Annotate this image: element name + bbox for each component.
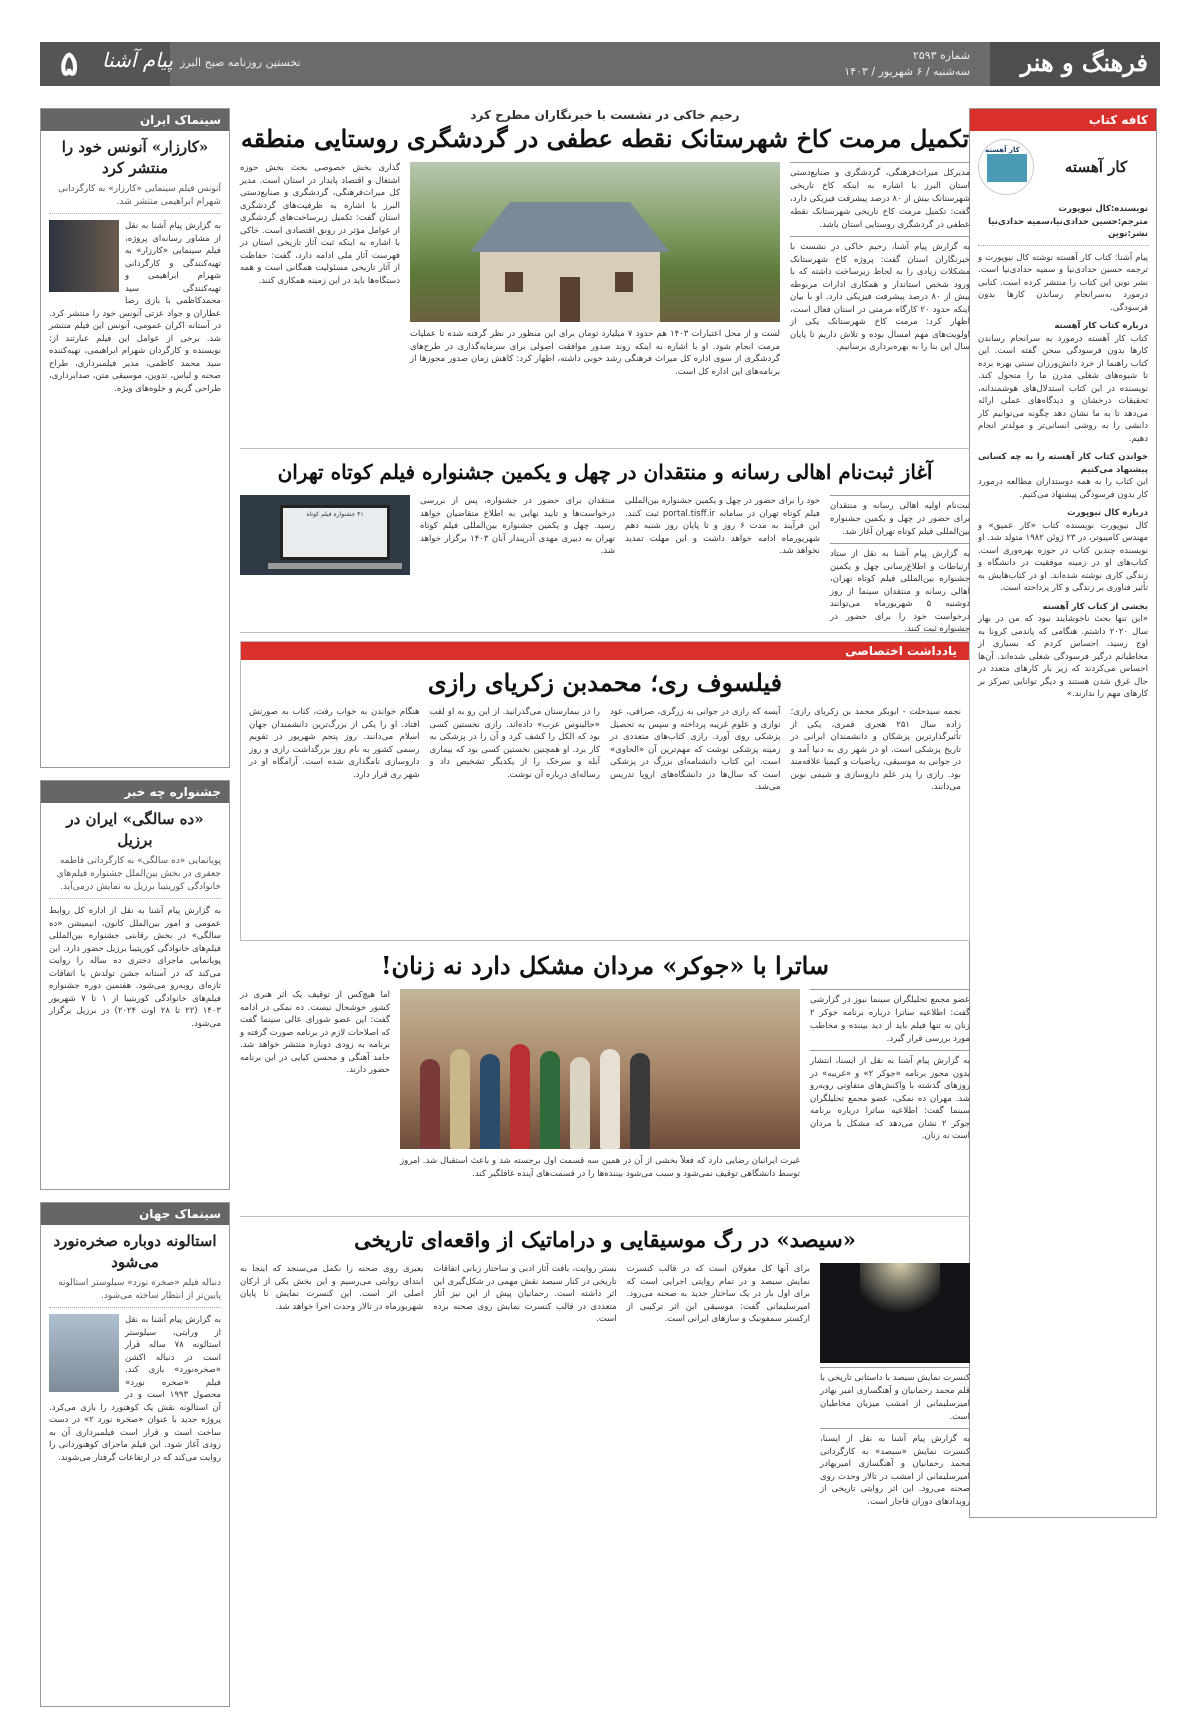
world-cinema-lead: دنباله فیلم «صخره نورد» سیلوستر استالونه پایین‌تر از انتظار ساخته می‌شود. — [49, 1277, 221, 1308]
story5-col2: برای آنها کل مغولان است که در قالب کنسرت نمایش سیصد و در تمام روایتی اجرایی است که برای اول بار در یک ساختار جدید به صحنه می‌رود. امیرسلیمانی گفت: موسیقی این اثر ترکیبی از ارکستر سمفونیک و سازهای ایرانی است. — [626, 1264, 810, 1324]
story3-headline: فیلسوف ری؛ محمدبن زکریای رازی — [427, 668, 783, 697]
story5-col3: بستر روایت، بافت آثار ادبی و ساختار زبانی اتفاقات تاریخی در کنار سیصد نقش مهمی در شکل‌گیری این اثر داشته است. رحمانیان پیش از این نیز آثار متعددی در قالب کنسرت نمایش روی صحنه برده است. — [433, 1264, 617, 1324]
joker-cast-photo — [400, 989, 800, 1149]
right-column — [969, 108, 1157, 1530]
festival-news-body: به گزارش پیام آشنا به نقل از اداره کل روابط عمومی و امور بین‌الملل کانون، انیمیشن «ده سالگی» در بخش رقابتی جشنواره بین‌المللی فیلم‌های خانوادگی کوریتیبا برزیل حضور دارد. این پویانمایی ماجرای دختری ده ساله را روایت می‌کند که در آستانه جشن تولدش با اتفاقات تازه‌ای روبه‌رو می‌شود. هفتمین دوره جشنواره فیلم‌های خانوادگی کوریتیبا از ۱ تا ۷ شهریور ۱۴۰۳ (۲۲ تا ۲۸ اوت ۲۰۲۴) در برزیل برگزار می‌شود. — [49, 906, 221, 1029]
story1-body — [240, 162, 970, 378]
story1-headline: تکمیل مرمت کاخ شهرستانک نقطه عطفی در گردشگری روستایی منطقه — [240, 124, 970, 153]
book-body-4: کال نیوپورت نویسنده کتاب «کار عمیق» و مهندس کامپیوتر، در ۲۳ ژوئن ۱۹۸۲ متولد شد. او نویسنده چندین کتاب در حوزه بهره‌وری است. کتاب‌های او در زمینه موفقیت در دانشگاه و زندگی کاری نوشته شده‌اند. او در کتاب‌هایش به تأثیر فناوری بر زندگی و کار پرداخته است. — [978, 520, 1149, 593]
issue-date: سه‌شنبه / ۶ شهریور / ۱۴۰۳ — [844, 65, 970, 78]
story5-lead: کنسرت نمایش سیصد با داستانی تاریخی با قلم محمد رحمانیان و آهنگسازی امیر بهادر امیرسلیمانی از امشب میزبان مخاطبان است. — [820, 1367, 970, 1429]
story4-col3: اما هیچ‌کس از توقیف یک اثر هنری در کشور خوشحال نیست. ده نمکی در ادامه گفت: این عضو شورای عالی سینما گفت که اصلاحات لازم در برنامه صورت گرفته و برنامه به زودی دوباره منتشر خواهد شد. حامد آهنگی و محسن کیایی در این برنامه حضور دارند. — [240, 990, 390, 1075]
issue-info — [844, 48, 970, 80]
laptop-screen-label: ۴۱ جشنواره فیلم کوتاه — [306, 511, 364, 518]
story3-col1: نجمه سیدحلت - ابوبکر محمد بن زکریای رازی؛ زاده سال ۲۵۱ هجری قمری، یکی از تأثیرگذارترین پزشکان و دانشمندان ایرانی در تاریخ پزشکی است. او در شهر ری به دنیا آمد و در جوانی به موسیقی، ریاضیات و کیمیا علاقه‌مند بود. رازی را پدر علم داروسازی و شیمی نوین می‌دانند. — [790, 707, 961, 792]
story3-col4: هنگام خواندن به خواب رفت، کتاب به صورتش افتاد. او را یکی از بزرگ‌ترین دانشمندان جهان اسلام می‌دانند. روز پنجم شهریور در تقویم رسمی کشور به نام روز بزرگداشت رازی و روز داروسازی نامگذاری شده است. آرامگاه او در شهر ری قرار دارد. — [249, 707, 420, 780]
story2-col3: منتقدان برای حضور در جشنواره، پس از بررسی درخواست‌ها و تایید نهایی به اطلاع متقاضیان خواهد رسید. چهل و یکمین جشنواره بین‌المللی فیلم کوتاه تهران به دبیری مهدی آذرپندار آبان ۱۴۰۳ برگزار خواهد شد. — [420, 496, 615, 556]
story1-col2: لست و از محل اعتبارات ۱۴۰۳ هم حدود ۷ میلیارد تومان برای این منظور در نظر گرفته شده تا عملیات مرمت انجام شود. او با اشاره به اینکه روند صدور موافقت اصولی برای سرمایه‌گذاری در طرح‌های گردشگری از سوی اداره کل میراث فرهنگی رشد خوبی داشته، اظهار کرد: کاهش زمان صدور مجوزها از برنامه‌های این اداره کل است. — [410, 329, 780, 377]
book-authors: نویسنده:کال نیوپورت مترجم:حسین حدادی‌نیا،سمیه حدادی‌نیا نشر:نوین — [978, 203, 1148, 246]
book-body-3: این کتاب را به همه دوستداران مطالعه درمورد کار بدون فرسودگی پیشنهاد می‌کنیم. — [978, 477, 1148, 500]
book-cover-image — [978, 139, 1034, 195]
festival-news-title: «ده سالگی» ایران در برزیل — [66, 810, 204, 849]
story5-col1: به گزارش پیام آشنا به نقل از ایسنا، کنسرت نمایش «سیصد» به کارگردانی محمد رحمانیان و آهنگسازی امیربهادر امیرسلیمانی از امشب در تالار وحدت روی صحنه می‌رود. این اثر روایتی تاریخی از رویدادهای دوران قاجار است. — [820, 1434, 970, 1507]
world-cinema-body: به گزارش پیام آشنا به نقل از ورایتی، سیلوستر استالونه ۷۸ ساله قرار است در دنباله اکشن «صخره‌نورد» بازی کند. فیلم «صخره نورد» محصول ۱۹۹۳ است و در آن استالونه نقش یک کوهنورد را بازی می‌کرد. پروژه جدید با عنوان «صخره نورد ۲» در دست ساخت است و قرار است فیلمبرداری آن به زودی آغاز شود. این فیلم ماجرای کوهنوردانی را روایت می‌کند که در ارتفاعات گرفتار می‌شوند. — [49, 1315, 222, 1463]
story1-center-col — [410, 162, 780, 378]
iran-cinema-title: «کارزار» آنونس خود را منتشر کرد — [61, 138, 209, 177]
story4-headline: ساترا با «جوکر» مردان مشکل دارد نه زنان! — [380, 951, 830, 980]
story3-col3: را در بیمارستان می‌گذرانید. از این رو به او لقب «جالینوس عرب» داده‌اند. رازی نخستین کسی بود که الکل را کشف کرد و آن را در پزشکی به کار برد. او همچنین نخستین کسی بود که بیماری آبله و سرخک را از یکدیگر تشخیص داد و رساله‌ای درباره آن نوشت. — [429, 707, 600, 780]
story2-body — [240, 495, 970, 636]
story4-center-col — [400, 989, 800, 1180]
story2-col2: خود را برای حضور در چهل و یکمین جشنواره بین‌المللی فیلم کوتاه تهران در سامانه portal.tisff.ir ثبت کنند. این فرآیند به مدت ۶ روز و تا پایان روز شنبه دهم شهریورماه ادامه خواهد داشت و این مهلت تمدید نخواهد شد. — [625, 496, 820, 556]
book-subhead-4: بخشی از کتاب کار آهسته — [1042, 601, 1148, 612]
newspaper-logo: پیام آشنا — [102, 48, 173, 72]
story5-headline: «سیصد» در رگ موسیقایی و دراماتیک از واقعه‌ای تاریخی — [354, 1227, 856, 1252]
world-cinema-tag: سینماک جهان — [41, 1203, 229, 1225]
story2-right-col — [830, 495, 970, 636]
story1-left-col — [240, 162, 400, 378]
iran-cinema-box — [40, 108, 230, 768]
kakh-photo — [410, 162, 780, 322]
story4-lead: عضو مجمع تحلیلگران سینما نیوز در گزارشی گفت: اطلاعیه ساترا درباره برنامه جوکر ۲ زنان نه تنها فیلم باید از دید بیننده و مخاطب مورد بررسی قرار گیرد. — [810, 989, 970, 1051]
iran-cinema-lead: آنونس فیلم سینمایی «کارزار» به کارگردانی شهرام ابراهیمی منتشر شد. — [49, 183, 221, 214]
story1-col1: به گزارش پیام آشنا، رحیم خاکی در نشست با خبرنگاران استان گفت: پروژه کاخ شهرستانک مشکلات زیادی را به لحاظ زیرساخت داشته که با ورود شخص استاندار و همکاری ادارات مربوطه بیش از ۸۰ درصد پیشرفت فیزیکی دارد. او با بیان اینکه حدود ۲۰ کارگاه مرمتی در استان فعال است، اظهار کرد: مرمت کاخ شهرستانک یکی از اولویت‌های مهم امسال بوده و تلاش داریم تا پایان سال این بنا را به بهره‌برداری برسانیم. — [790, 242, 970, 352]
actor-photo — [49, 220, 119, 292]
main-column — [240, 108, 970, 1525]
book-subhead-1: درباره کتاب کار آهسته — [1054, 321, 1148, 331]
book-cover-label: کار آهسته — [985, 146, 1020, 154]
book-body-2: کتاب کار آهسته درمورد به سرانجام رساندن کارها بدون فرسودگی سخن گفته است. این کتاب راهنما از خرد دانش‌ورزان سنتی بهره برده تا شیوه‌های شغلی مدرن ما را متحول کند. نویسنده در این کتاب استدلال‌های هوشمندانه، تحقیقات درخشان و دیدگاه‌های عملی ارائه می‌دهد تا به ما نشان دهد چگونه می‌توانیم کار دانشی را به روشی انسانی‌تر و مولدتر انجام دهیم. — [978, 333, 1148, 444]
book-body-1: پیام آشنا: کتاب کار آهسته نوشته کال نیوپورت و ترجمه حسین حدادی‌نیا و سمیه حدادی‌نیا است. نشر نوین این کتاب را منتشر کرده است. کتابی درمورد به‌سرانجام رساندن کارها بدون فرسودگی. — [978, 252, 1148, 313]
iran-cinema-body: به گزارش پیام آشنا به نقل از مشاور رسانه‌ای پروژه، فیلم سینمایی «کارزار» به تهیه‌کنندگی و کارگردانی شهرام ابراهیمی و تهیه‌کنندگی سید محمدکاظمی با بازی رضا عطاران و جواد عزتی آنونس خود را منتشر کرد. در آستانه اکران عمومی، آنونس این فیلم منتشر شد. برخی از عوامل این فیلم عبارتند از: نویسنده و کارگردان شهرام ابراهیمی، تهیه‌کننده سید محمد کاظمی، مدیر فیلمبرداری، طراح صحنه و لباس، تدوین، موسیقی متن، صدابرداری، طراحی گریم و جلوه‌های ویژه. — [49, 221, 221, 394]
story1-kicker: رحیم خاکی در نشست با خبرنگاران مطرح کرد — [470, 108, 740, 122]
story-kakh-shahrestanak — [240, 108, 970, 438]
section-title: فرهنگ و هنر — [1020, 48, 1148, 77]
story4-right-col — [810, 989, 970, 1180]
book-subhead-3: درباره کال نیوپورت — [1067, 508, 1148, 518]
story2-col1: به گزارش پیام آشنا به نقل از ستاد ارتباطات و اطلاع‌رسانی چهل و یکمین جشنواره بین‌المللی فیلم کوتاه تهران، اهالی رسانه و منتقدان سینما از روز دوشنبه ۵ شهریورماه می‌توانند درخواست خود را برای حضور در جشنواره ثبت کنند. — [830, 549, 970, 634]
story-razi-editorial — [240, 641, 970, 941]
story3-col2: آیسه که رازی در جوانی به زرگری، صرافی، عود نوازی و علوم غریبه پرداخته و سپس به تحصیل پزشکی روی آورد. رازی کتاب‌های متعددی در زمینه پزشکی نوشت که مهم‌ترین آن «الحاوی» است. این کتاب دانشنامه‌ای بزرگ در پزشکی است که سال‌ها در دانشگاه‌های اروپا تدریس می‌شد. — [610, 707, 781, 792]
book-title: کار آهسته — [1064, 157, 1128, 176]
world-cinema-box — [40, 1202, 230, 1707]
editorial-tag: یادداشت اختصاصی — [845, 644, 957, 658]
story1-col3: گذاری بخش خصوصی بحث بخش حوزه اشتغال و اقتصاد پایدار در استان است. مدیر کل میراث‌فرهنگی، گردشگری و صنایع‌دستی البرز با اشاره به ظرفیت‌های گردشگری استان گفت: تکمیل زیرساخت‌های گردشگری از عوامل مؤثر در رونق اقتصادی است. خاکی با اشاره به اینکه ثبت آثار تاریخی استان در فهرست آثار ملی ادامه دارد، گفت: حفاظت از آثار تاریخی مسئولیت همگانی است و همه دستگاه‌ها باید در این زمینه همکاری کنند. — [240, 163, 400, 286]
concert-photo — [820, 1263, 970, 1363]
festival-laptop-photo — [240, 495, 410, 575]
festival-news-tag: جشنواره چه خبر — [41, 781, 229, 803]
story1-sub-cols — [410, 328, 780, 378]
book-body-5: «این تنها بحث ناخوشایند نبود که من در بهار سال ۲۰۲۰ داشتم. هنگامی که پاندمی کرونا به اوج رسید، احساس کردم که بسیاری از مخاطبانم درگیر فرسودگی شغلی شده‌اند. آن‌ها احساس می‌کردند که زیر بار کارهای متعدد در حال غرق شدن هستند و دیگر توانایی تمرکز بر کارهای مهم را ندارند.» — [978, 614, 1148, 699]
newspaper-tagline: نخستین روزنامه صبح البرز — [180, 56, 301, 69]
iran-cinema-tag: سینماک ایران — [41, 109, 229, 131]
page-number: ۵ — [60, 44, 79, 84]
story-short-film-festival — [240, 457, 970, 634]
book-cafe-box — [969, 108, 1157, 1518]
section-block — [990, 42, 1160, 86]
story4-col1: به گزارش پیام آشنا به نقل از ایسنا، انتشار بدون مجوز برنامه «جوکر ۲» و «غریبه» در روزهای گذشته با واکنش‌های متفاوتی روبه‌رو شد. مهران ده نمکی، عضو مجمع تحلیلگران سینما گفت: اطلاعیه ساترا درباره برنامه جوکر ۲ نشان می‌دهد که مشکل با مردان است نه زنان. — [810, 1056, 970, 1141]
story4-body — [240, 989, 970, 1180]
issue-number: شماره ۲۵۹۳ — [912, 49, 970, 62]
story2-lead: ثبت‌نام اولیه اهالی رسانه و منتقدان برای حضور در چهل و یکمین جشنواره بین‌المللی فیلم کوتاه تهران آغاز شد. — [830, 495, 970, 544]
story4-col2: غیرت ایرانیان رضایی دارد که فعلاً بخشی از آن در همین سه قسمت اول برجسته شد و باعث استقبال شد. امروز توسط دانشگاهی توقیف نمی‌شود و سبب می‌شود بیننده‌ها را در قسمت‌های آینده غافلگیر کند. — [400, 1156, 800, 1179]
masthead — [40, 42, 1160, 86]
story1-right-col — [790, 162, 970, 378]
festival-news-box — [40, 780, 230, 1190]
left-column — [40, 108, 230, 1719]
book-subhead-2: خواندن کتاب کار آهسته را به چه کسانی پیشنهاد می‌کنیم — [978, 452, 1148, 475]
story5-body — [240, 1263, 970, 1508]
world-cinema-title: استالونه دوباره صخره‌نورد می‌شود — [53, 1232, 217, 1271]
story2-headline: آغاز ثبت‌نام اهالی رسانه و منتقدان در چهل و یکمین جشنواره فیلم کوتاه تهران — [277, 460, 933, 484]
climber-photo — [49, 1314, 119, 1392]
book-cafe-tag: کافه کتاب — [970, 109, 1156, 131]
story5-right-col — [820, 1263, 970, 1508]
story5-col4: بعیری روی صحنه را نکمل می‌سنجد که اینجا به ابتدای روایتی می‌رسیم و این بخش یکی از ارکان اصلی اثر است. این کنسرت نمایش تا پایان شهریورماه در تالار وحدت اجرا خواهد شد. — [240, 1264, 424, 1312]
story1-lead: مدیرکل میراث‌فرهنگی، گردشگری و صنایع‌دستی استان البرز با اشاره به اینکه کاخ تاریخی شهرستانک بیش از ۸۰ درصد پیشرفت فیزیکی دارد، گفت: تکمیل مرمت کاخ تاریخی شهرستانک نقطه عطفی در گردشگری روستایی استان باشد. — [790, 162, 970, 237]
editorial-strip — [241, 642, 969, 660]
story3-cols — [241, 706, 969, 794]
story-sisad-concert — [240, 1225, 970, 1515]
festival-news-lead: پویانمایی «ده سالگی» به کارگردانی فاطمه جعفری در بخش بین‌الملل جشنواره فیلم‌های خانوادگی کوریتیبا برزیل به نمایش درمی‌آید. — [49, 855, 221, 899]
story-joker — [240, 951, 970, 1206]
book-header — [978, 139, 1148, 195]
